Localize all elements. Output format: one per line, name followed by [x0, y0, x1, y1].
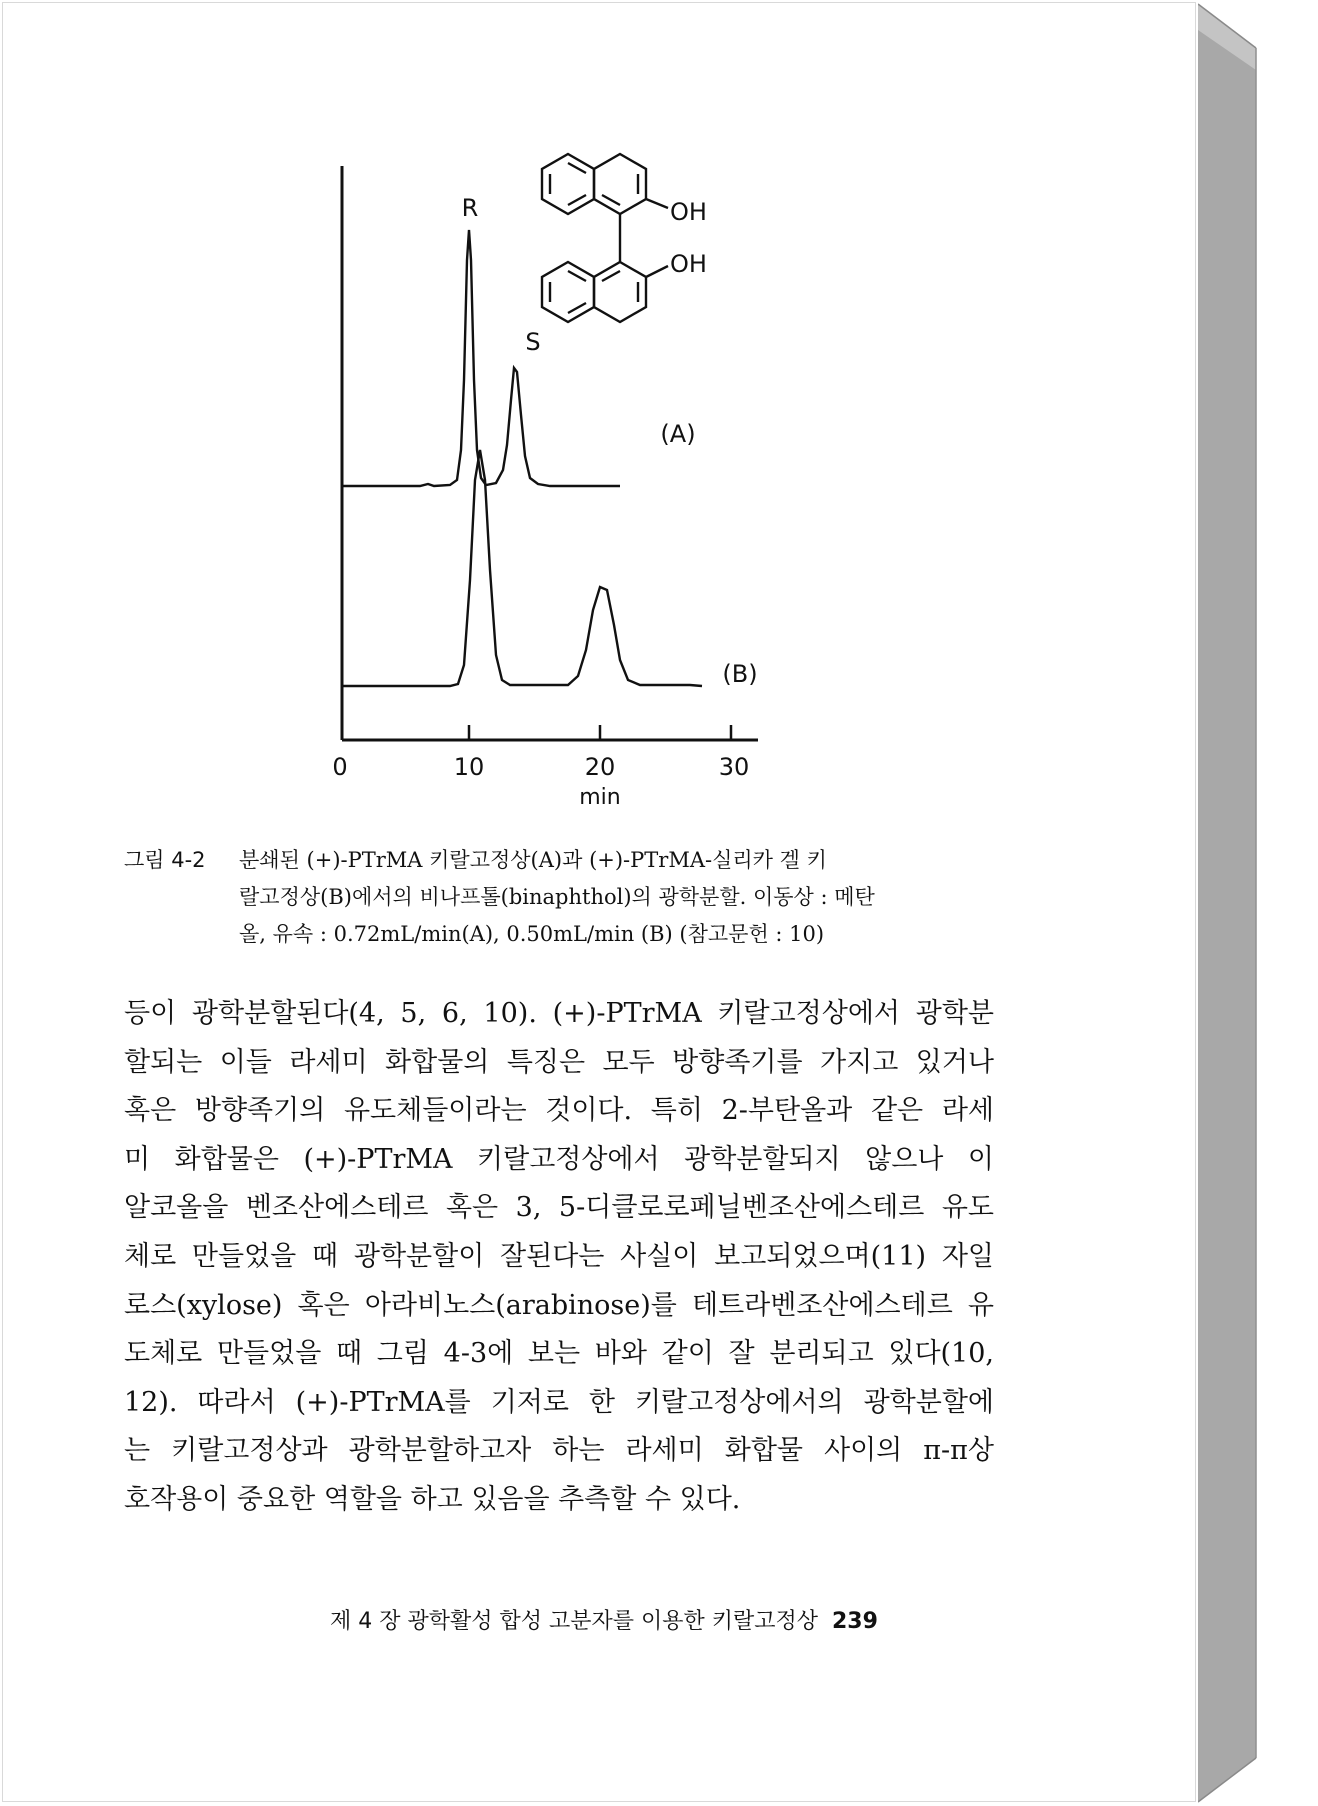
body-line: 할되는 이들 라세미 화합물의 특징은 모두 방향족기를 가지고 있거나: [124, 1046, 994, 1078]
chromatogram-figure: [300, 150, 820, 810]
caption-row-3: [124, 916, 1000, 953]
trace-label-b: (B): [722, 660, 758, 688]
body-paragraph: [124, 990, 994, 1525]
x-axis-unit: min: [579, 785, 621, 810]
page-number: 239: [832, 1609, 878, 1634]
peak-label-r: R: [461, 194, 479, 222]
chromatogram-svg: [300, 150, 820, 810]
caption-row-1: [124, 842, 1000, 879]
binaphthol-structure: [542, 154, 668, 322]
caption-line-3: 올, 유속 : 0.72mL/min(A), 0.50mL/min (B) (참고문헌 : 10): [239, 922, 825, 946]
body-line: 등이 광학분할된다(4, 5, 6, 10). (+)-PTrMA 키랄고정상에서 광학분: [124, 998, 994, 1029]
body-line: 미 화합물은 (+)-PTrMA 키랄고정상에서 광학분할되지 않으나 이: [124, 1143, 994, 1175]
body-line: 도체로 만들었을 때 그림 4-3에 보는 바와 같이 잘 분리되고 있다(10,: [124, 1338, 994, 1370]
x-tick-label-30: 30: [718, 753, 750, 781]
caption-line-1: 분쇄된 (+)-PTrMA 키랄고정상(A)과 (+)-PTrMA-실리카 겔 키: [239, 848, 827, 872]
footer-chapter-title: 제 4 장 광학활성 합성 고분자를 이용한 키랄고정상: [330, 1609, 818, 1634]
caption-label: 그림 4-2: [124, 848, 206, 872]
oh-label-1: OH: [670, 198, 707, 226]
peak-label-s: S: [525, 328, 541, 356]
body-line: 호작용이 중요한 역할을 하고 있음을 추측할 수 있다.: [124, 1483, 741, 1515]
x-tick-label-0: 0: [332, 753, 348, 781]
oh-label-2: OH: [670, 250, 707, 278]
body-line: 체로 만들었을 때 광학분할이 잘된다는 사실이 보고되었으며(11) 자일: [124, 1240, 994, 1272]
page-footer: [330, 1604, 1030, 1635]
body-line: 는 키랄고정상과 광학분할하고자 하는 라세미 화합물 사이의 π-π상: [124, 1435, 994, 1467]
figure-caption: [124, 842, 1000, 953]
book-side-edge: [1198, 0, 1318, 1806]
body-line: 로스(xylose) 혹은 아라비노스(arabinose)를 테트라벤조산에스테르 유: [124, 1289, 994, 1321]
caption-row-2: [124, 879, 1000, 916]
body-line: 혹은 방향족기의 유도체들이라는 것이다. 특히 2-부탄올과 같은 라세: [124, 1095, 994, 1127]
trace-label-a: (A): [660, 420, 696, 448]
caption-line-2: 랄고정상(B)에서의 비나프톨(binaphthol)의 광학분할. 이동상 : 메탄: [239, 885, 875, 909]
x-tick-label-10: 10: [453, 753, 485, 781]
x-tick-label-20: 20: [584, 753, 616, 781]
body-line: 12). 따라서 (+)-PTrMA를 기저로 한 키랄고정상에서의 광학분할에: [124, 1386, 994, 1418]
body-line: 알코올을 벤조산에스테르 혹은 3, 5-디클로로페닐벤조산에스테르 유도: [124, 1192, 994, 1224]
